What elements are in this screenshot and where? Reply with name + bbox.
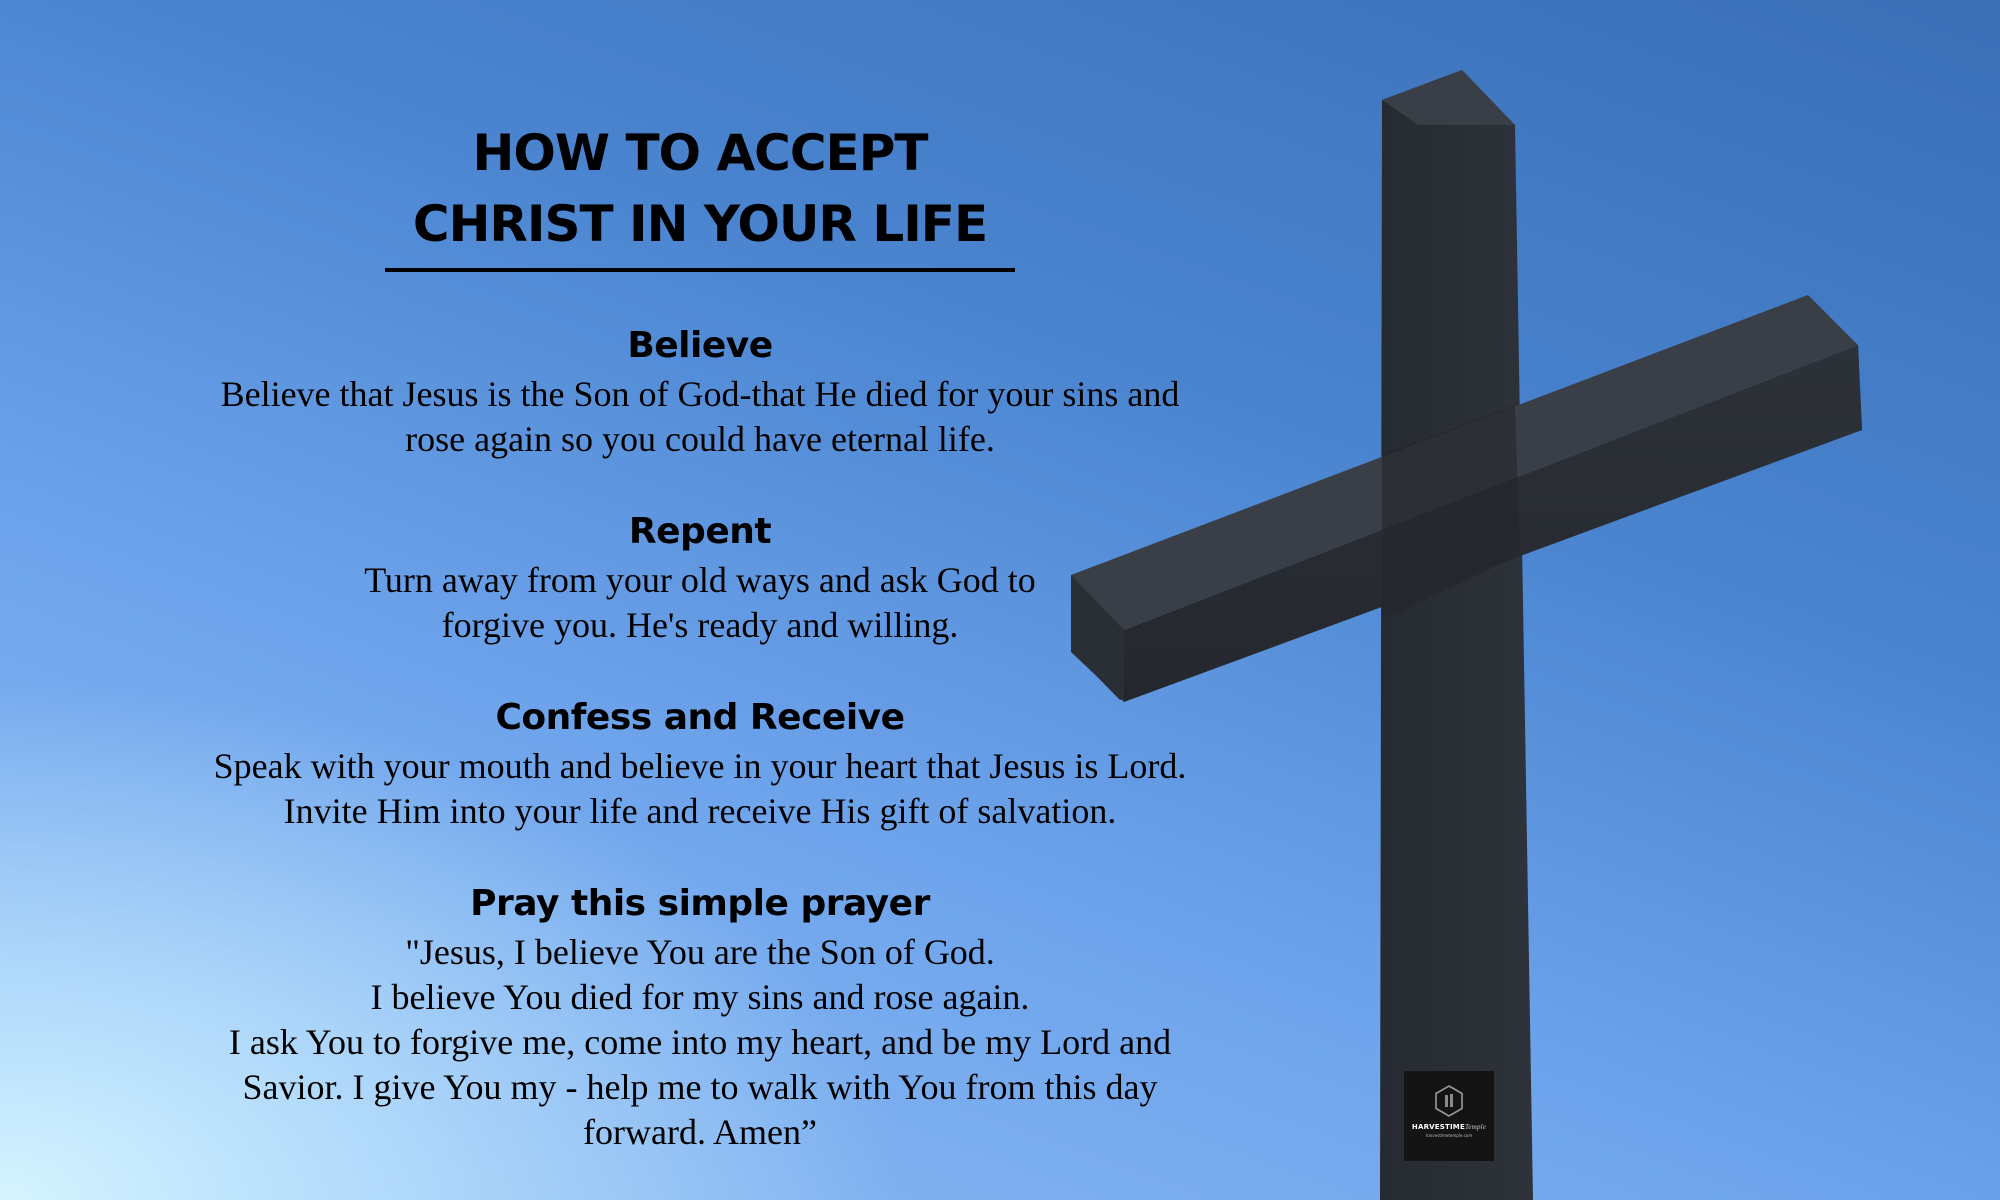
title-underline	[385, 268, 1015, 272]
body-line: I ask You to forgive me, come into my heart, and be my Lord and	[228, 1022, 1172, 1062]
section-heading: Repent	[628, 511, 772, 552]
body-line: Believe that Jesus is the Son of God-that He died for your sins and	[220, 374, 1180, 414]
body-line: Invite Him into your life and receive His gift of salvation.	[283, 791, 1117, 831]
section-heading: Believe	[627, 325, 773, 366]
title-line-1: HOW TO ACCEPT	[472, 124, 928, 182]
logo-name: HARVESTIMETemple	[1411, 1123, 1487, 1131]
body-line: Speak with your mouth and believe in your heart that Jesus is Lord.	[213, 746, 1187, 786]
section-repent	[170, 510, 1230, 648]
section-confess-and-receive	[170, 696, 1230, 834]
body-line: Turn away from your old ways and ask God to	[364, 560, 1036, 600]
logo-url: harvestimetemple.com	[1425, 1133, 1473, 1138]
body-line: I believe You died for my sins and rose again.	[370, 977, 1030, 1017]
body-line: Savior. I give You my - help me to walk with You from this day	[242, 1067, 1158, 1107]
main-content	[170, 118, 1230, 1155]
body-line: "Jesus, I believe You are the Son of God.	[405, 932, 995, 972]
section-heading: Confess and Receive	[495, 697, 905, 738]
section-body	[170, 372, 1230, 462]
section-body	[170, 930, 1230, 1155]
body-line: forward. Amen”	[583, 1112, 817, 1152]
title-line-2: CHRIST IN YOUR LIFE	[412, 195, 988, 253]
harvestime-temple-logo	[1404, 1071, 1494, 1161]
section-body	[170, 744, 1230, 834]
page-title	[170, 118, 1230, 260]
section-believe	[170, 324, 1230, 462]
logo-hexagon-icon	[1434, 1085, 1464, 1117]
body-line: rose again so you could have eternal life.	[405, 419, 995, 459]
section-heading: Pray this simple prayer	[470, 883, 930, 924]
section-body	[170, 558, 1230, 648]
section-prayer	[170, 882, 1230, 1155]
body-line: forgive you. He's ready and willing.	[441, 605, 959, 645]
